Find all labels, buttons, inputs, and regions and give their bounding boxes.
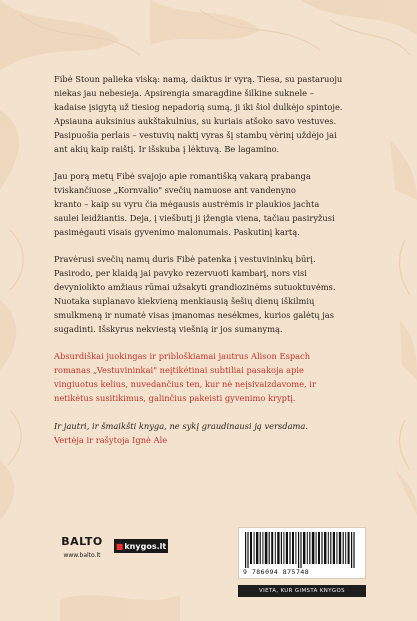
publisher-tagline: VIETA, KUR GIMSTA KNYGOS [238, 585, 366, 597]
publisher-bar [54, 527, 366, 585]
highlight-paragraph [54, 349, 366, 405]
paragraph-1 [54, 72, 366, 156]
text-line: Pasirodo, per klaidą jai pavyko rezervuoti kambarį, nors visi [54, 268, 307, 278]
text-line: sugadinti. Išskyrus nekviestą viešnią ir jos sumanymą. [54, 324, 283, 334]
text-line: Pravėrusi svečių namų duris Fibė patenka į vestuvininkų būrį. [54, 254, 316, 264]
text-line: netikėtus susitikimus, galinčius pakeisti gyvenimo kryptį. [54, 393, 296, 403]
text-line: Absurdiškai juokingas ir pribloškiamai jautrus Alison Espach [54, 351, 311, 361]
text-line: vingiuotus kelius, nuvedančius ten, kur nė neįsivaizdavome, ir [54, 379, 316, 389]
text-line: niekas jau nebesieja. Apsirengia smaragdine šilkine suknele – [54, 88, 314, 98]
barcode-icon [245, 532, 361, 568]
endorsement [54, 419, 366, 447]
text-line: kranto – kaip su vyru čia mėgausis austrėmis ir plaukios jachta [54, 199, 320, 209]
barcode [238, 527, 366, 579]
text-line: Nuotaka suplanavo kiekvieną menkiausią šešių dienų iškilmių [54, 296, 315, 306]
text-line: pasimėgauti visais gyvenimo malonumais. Paskutinį kartą. [54, 227, 300, 237]
text-line: Pasipuošia perlais – vestuvių naktį vyras šį stambų vėrinį uždėjo jai [54, 130, 337, 140]
text-line: devyniolikto amžiaus rūmai užsakyti grandiozinėms sutuoktuvėms. [54, 282, 336, 292]
text-line: Fibė Stoun palieka viską: namą, daiktus ir vyrą. Tiesa, su pastaruoju [54, 74, 343, 84]
text-line: Apsiauna auksinius aukštakulnius, su kuriais atšoko savo vestuves. [54, 116, 337, 126]
isbn-number: 9 786094 875748 [243, 568, 310, 576]
balto-logo-block [54, 527, 110, 567]
balto-logo: BALTO [61, 535, 103, 548]
text-line: ant akių kaip raištį. Ir išskuba į lėktuvą. Be lagamino. [54, 144, 280, 154]
balto-url: www.balto.lt [63, 552, 101, 559]
text-line: tviskančiuose „Kornvalio" svečių namuose ant vandenyno [54, 185, 296, 195]
knygos-logo-text: knygos.lt [124, 541, 167, 551]
back-cover-text [54, 72, 366, 447]
text-line: romanas „Vestuvininkai" neįtikėtinai subtiliai pasakoja apie [54, 365, 304, 375]
endorsement-quote: Ir jautri, ir šmaikšti knyga, ne sykį graudinausi ją versdama. [54, 421, 309, 431]
tagline-bar [54, 585, 366, 597]
knygos-logo [114, 539, 168, 553]
endorsement-author: Vertėja ir rašytoja Ignė Ale [54, 435, 168, 445]
text-line: smulkmeną ir numatė visas įmanomas nesėkmes, kurios galėtų jas [54, 310, 335, 320]
knygos-mark-icon: ■ [115, 541, 124, 551]
paragraph-3 [54, 252, 366, 336]
text-line: kadaise įsigytą už tiesiog nepadorią sumą, ji iki šiol dulkėjo spintoje. [54, 102, 343, 112]
text-line: Jau porą metų Fibė svajojo apie romantišką vakarą prabanga [54, 171, 311, 181]
text-line: saulei leidžiantis. Deja, į viešbutį ji įžengia viena, tačiau pasiryžusi [54, 213, 335, 223]
paragraph-2 [54, 169, 366, 239]
